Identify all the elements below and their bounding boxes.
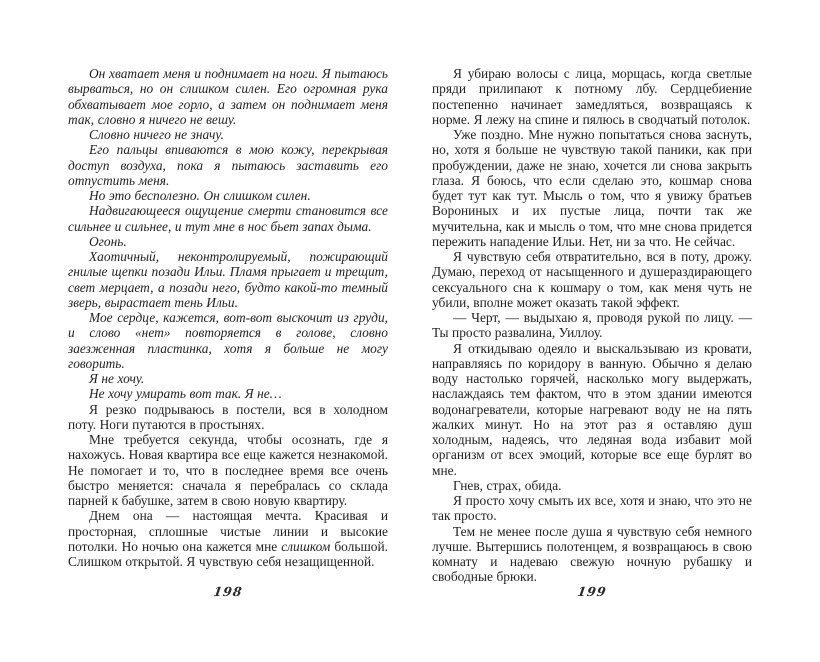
paragraph: Я просто хочу смыть их все, хотя и знаю, что это не так просто.	[432, 493, 752, 524]
paragraph: Но это бесполезно. Он слишком силен.	[89, 188, 311, 203]
paragraph: Я откидываю одеяло и выскальзываю из кровати, направляясь по коридору в ванную. Обычно я делаю воду настолько горячей, насколько могу выдержать, наслаждаясь тем фактом, что в этом здании имеются водонагреватели, которые нагревают воду не на пять жалких минут. Но на этот раз я оставляю душ холодным, надеясь, что ледяная вода избавит мой организм от всех эмоций, которые все еще бурлят во мне.	[432, 340, 752, 478]
emphasized-word: слишком	[281, 538, 331, 554]
paragraph: Я не хочу.	[89, 371, 145, 386]
left-page-text	[68, 66, 388, 569]
paragraph: Я чувствую себя отвратительно, вся в поту, дрожу. Думаю, переход от насыщенного и душераздирающего сексуального сна к кошмару о том, как меня чуть не убили, вполне может оказать такой эффект.	[432, 249, 752, 310]
paragraph: Мое сердце, кажется, вот-вот выскочит из груди, и слово «нет» повторяется в голове, словно заезженная пластинка, хотя я больше не могу говорить.	[68, 310, 388, 371]
paragraph: Мне требуется секунда, чтобы осознать, где я нахожусь. Новая квартира все еще кажется незнакомой. Не помогает и то, что в последнее время все очень быстро меняется: сначала я перебралась со склада парней к бабушке, затем в свою новую квартиру.	[68, 432, 388, 508]
paragraph: Уже поздно. Мне нужно попытаться снова заснуть, но, хотя я больше не чувствую такой паники, как при пробуждении, даже не знаю, хочется ли снова закрыть глаза. Я боюсь, что если сделаю это, кошмар снова будет тут как тут. Мысль о том, что я увижу братьев Ворониных и их пустые лица, почти так же мучительна, как и мысль о том, что мне снова придется пережить нападение Ильи. Нет, ни за что. Не сейчас.	[432, 127, 752, 249]
paragraph: Надвигающееся ощущение смерти становится все сильнее и сильнее, и тут мне в нос бьет запах дыма.	[68, 203, 388, 234]
left-page	[68, 66, 388, 569]
paragraph: Он хватает меня и поднимает на ноги. Я пытаюсь вырваться, но он слишком силен. Его огромная рука обхватывает мое горло, а затем он поднимает меня так, словно я ничего не вешу.	[68, 66, 388, 127]
paragraph: Его пальцы впиваются в мою кожу, перекрывая доступ воздуха, пока я пытаюсь заставить его отпустить меня.	[68, 142, 388, 188]
paragraph-segment: Днем она — настоящая мечта. Красивая и просторная, сплошные чистые линии и высокие потолки. Но ночью она кажется мне	[68, 508, 388, 554]
left-page-number: 198	[212, 584, 244, 599]
paragraph-segment: большой. Слишком открытой. Я чувствую себя незащищенной.	[68, 538, 388, 569]
paragraph: Тем не менее после душа я чувствую себя немного лучше. Вытершись полотенцем, я возвращаюсь в свою комнату и надеваю свежую ночную рубашку и свободные брюки.	[432, 523, 752, 585]
paragraph	[68, 508, 388, 569]
right-page	[432, 66, 752, 585]
paragraph: Я убираю волосы с лица, морщась, когда светлые пряди прилипают к потному лбу. Сердцебиение постепенно начинает замедляться, возвращаясь к норме. Я лежу на спине и пялюсь в сводчатый потолок.	[432, 66, 752, 127]
paragraph: Я резко подрываюсь в постели, вся в холодном поту. Ноги путаются в простынях.	[68, 401, 388, 432]
paragraph: Огонь.	[89, 233, 127, 249]
right-page-text	[432, 66, 752, 585]
paragraph: Словно ничего не значу.	[89, 127, 224, 142]
right-page-number: 199	[576, 584, 608, 599]
paragraph: Не хочу умирать вот так. Я не…	[89, 386, 282, 402]
paragraph: Гнев, страх, обида.	[453, 477, 562, 493]
paragraph: — Черт, — выдыхаю я, проводя рукой по лицу. — Ты просто развалина, Уиллоу.	[432, 310, 752, 341]
paragraph: Хаотичный, неконтролируемый, пожирающий гнилые щепки позади Ильи. Пламя прыгает и трещит, свет мерцает, а позади него, будто какой-то темный зверь, вырастает тень Ильи.	[68, 249, 388, 310]
